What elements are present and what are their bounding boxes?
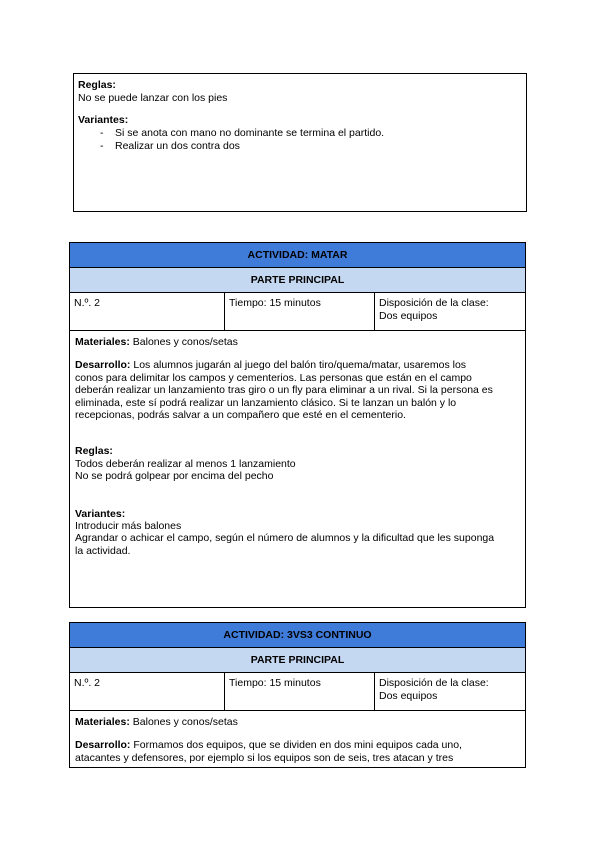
layout-value: Dos equipos: [379, 689, 438, 702]
activity-content: [70, 331, 525, 562]
activity-title: ACTIVIDAD: MATAR: [70, 243, 525, 268]
development-line: deberán realizar un lanzamiento tras giro o un fly para eliminar a un rival. Si la persona es: [75, 384, 493, 397]
materials-text: Balones y conos/setas: [129, 336, 238, 348]
reglas-label: Reglas:: [75, 445, 113, 458]
activity-number: N.º. 2: [70, 673, 225, 710]
development-line: atacantes y defensores, por ejemplo si los equipos son de seis, tres atacan y tres: [75, 751, 454, 764]
development-line: Los alumnos jugarán al juego del balón tiro/quema/matar, usaremos los: [130, 359, 467, 372]
development-line: recepcionas, podrás salvar a un compañero que esté en el cementerio.: [75, 409, 406, 422]
development: [75, 359, 520, 421]
layout-label: Disposición de la clase:: [379, 677, 489, 689]
development: [75, 739, 520, 764]
activity-phase: PARTE PRINCIPAL: [70, 648, 525, 673]
activity-title: ACTIVIDAD: 3VS3 CONTINUO: [70, 623, 525, 648]
materials-label: Materiales:: [75, 716, 130, 728]
variante-line: Introducir más balones: [75, 520, 182, 533]
development-line: conos para delimitar los campos y cementerios. Las personas que están en el campo: [75, 371, 472, 384]
activity-layout: [375, 293, 525, 330]
activity-info-row: [70, 673, 525, 711]
development-line: Formamos dos equipos, que se dividen en dos mini equipos cada uno,: [130, 739, 462, 752]
layout-label: Disposición de la clase:: [379, 297, 489, 309]
activity-info-row: [70, 293, 525, 331]
activity-card-3vs3: [69, 622, 526, 768]
regla-line: No se podrá golpear por encima del pecho: [75, 470, 274, 483]
variante-item: - Si se anota con mano no dominante se termina el partido.: [78, 127, 522, 140]
variantes-label: Variantes:: [75, 507, 126, 520]
activity-layout: [375, 673, 525, 710]
development-line: eliminada, este sí podrá realizar un lanzamiento clásico. Si te lanzan un balón y lo: [75, 396, 457, 409]
variantes-label: Variantes:: [78, 114, 129, 126]
materials-text: Balones y conos/setas: [129, 716, 238, 728]
activity-content: [70, 711, 525, 769]
regla-line: Todos deberán realizar al menos 1 lanzamiento: [75, 457, 296, 470]
reglas-label: Reglas:: [78, 79, 116, 91]
variante-line: Agrandar o achicar el campo, según el número de alumnos y la dificultad que les suponga: [75, 532, 495, 545]
activity-phase: PARTE PRINCIPAL: [70, 268, 525, 293]
variante-item: - Realizar un dos contra dos: [78, 140, 522, 153]
materials: [75, 336, 520, 348]
activity-time: Tiempo: 15 minutos: [225, 293, 375, 330]
variante-line: la actividad.: [75, 544, 131, 557]
development-label: Desarrollo:: [75, 739, 131, 752]
activity-number: N.º. 2: [70, 293, 225, 330]
reglas-text: No se puede lanzar con los pies: [78, 92, 228, 104]
materials-label: Materiales:: [75, 336, 130, 348]
activity-time: Tiempo: 15 minutos: [225, 673, 375, 710]
layout-value: Dos equipos: [379, 309, 438, 322]
activity-card-matar: [69, 242, 526, 608]
development-label: Desarrollo:: [75, 359, 131, 372]
materials: [75, 716, 520, 728]
rules-box: [73, 73, 527, 212]
